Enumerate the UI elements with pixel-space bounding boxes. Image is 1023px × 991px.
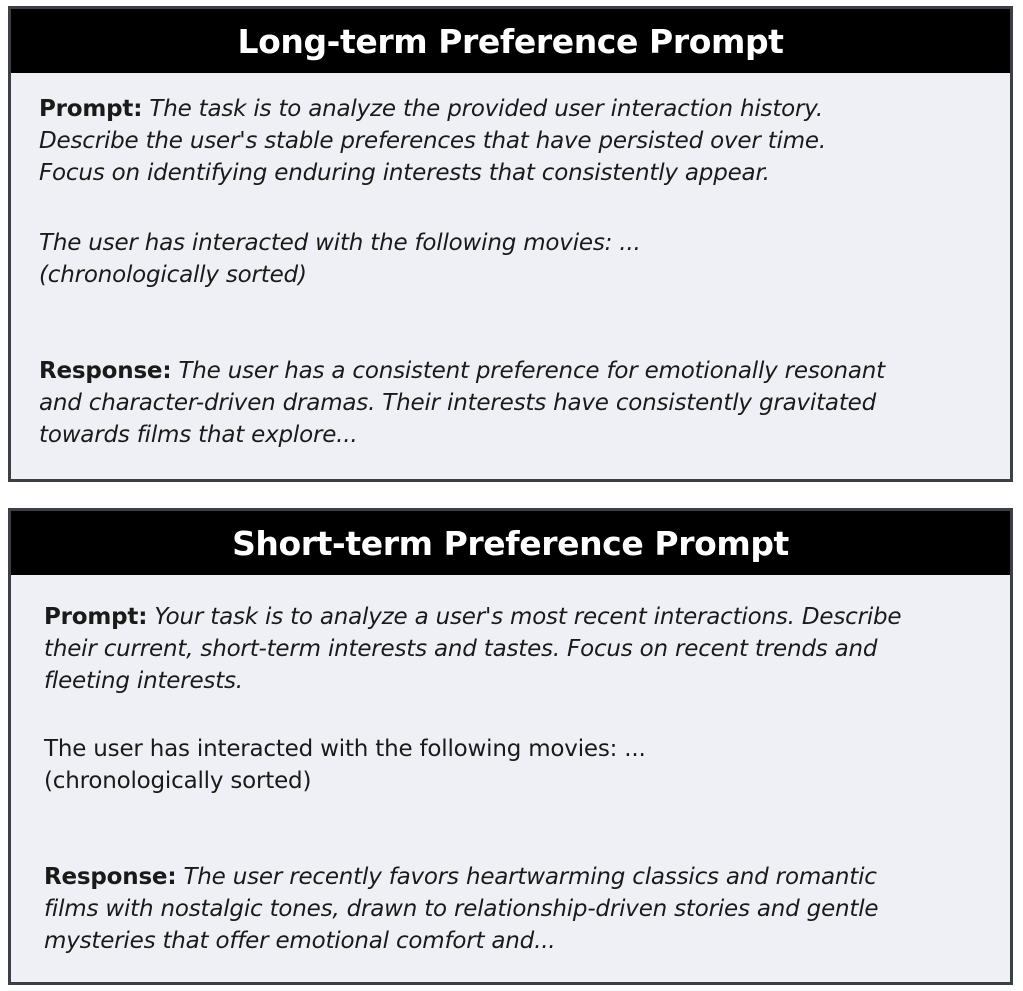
short-term-prompt-paragraph — [44, 601, 1004, 697]
long-term-prompt-label: Prompt: — [39, 96, 143, 122]
short-term-prompt-text: Your task is to analyze a user's most recent interactions. Describe their current, short-term interests and tastes. Focus on recent trends and fleeting interests. — [44, 604, 902, 694]
long-term-response-paragraph — [39, 355, 999, 451]
long-term-response-label: Response: — [39, 358, 172, 384]
short-term-interaction-text: The user has interacted with the following movies: ... (chronologically sorted) — [44, 736, 646, 794]
short-term-response-text: The user recently favors heartwarming classics and romantic films with nostalgic tones, drawn to relationship-driven stories and gentle mysteries that offer emotional comfort and... — [44, 864, 879, 954]
short-term-panel-title: Short-term Preference Prompt — [11, 511, 1010, 575]
short-term-response-label: Response: — [44, 864, 177, 890]
long-term-interaction-text: The user has interacted with the following movies: ... (chronologically sorted) — [39, 230, 641, 288]
short-term-prompt-panel — [8, 508, 1013, 985]
long-term-response-text: The user has a consistent preference for emotionally resonant and character-driven dramas. Their interests have consistently gravitated towards films that explore... — [39, 358, 885, 448]
long-term-prompt-panel — [8, 6, 1013, 482]
long-term-prompt-paragraph — [39, 93, 999, 189]
short-term-response-paragraph — [44, 861, 1004, 957]
long-term-prompt-text: The task is to analyze the provided user interaction history. Describe the user's stable preferences that have persisted over time. Focus on identifying enduring interests that consistently appear. — [39, 96, 826, 186]
short-term-prompt-label: Prompt: — [44, 604, 148, 630]
long-term-panel-title: Long-term Preference Prompt — [11, 9, 1010, 73]
